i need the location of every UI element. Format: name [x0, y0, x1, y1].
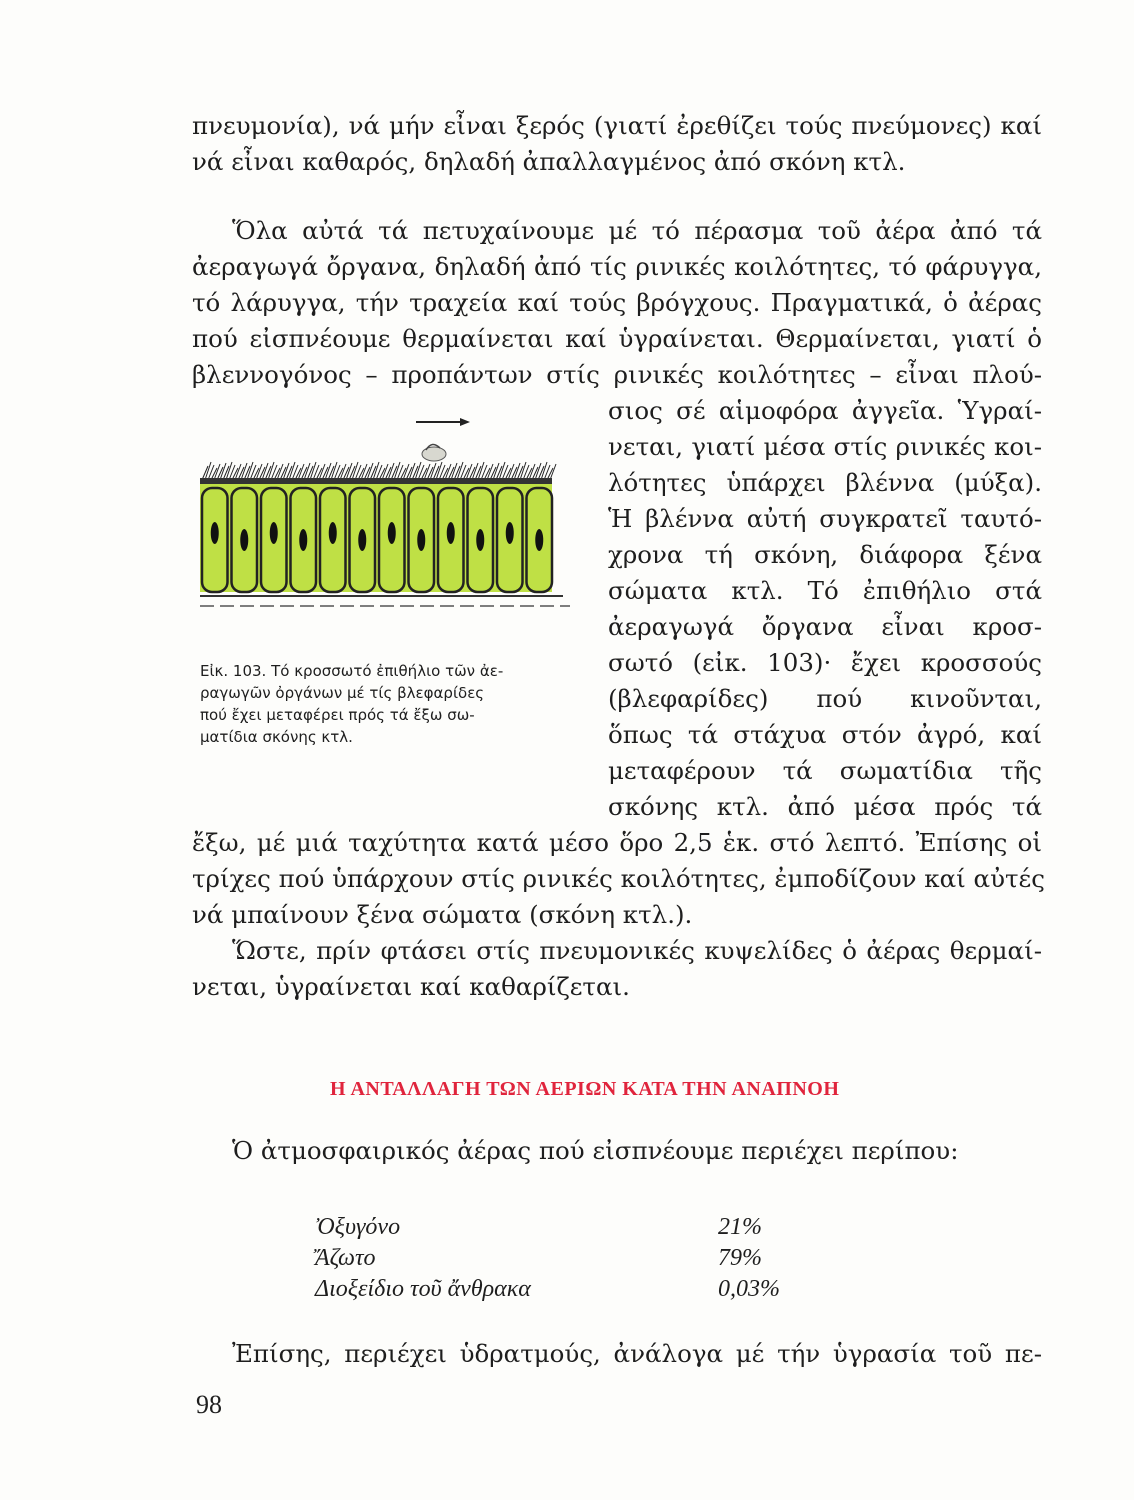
cell-nucleus — [535, 529, 543, 551]
cell-nucleus — [358, 529, 366, 551]
page-number: 98 — [196, 1390, 222, 1419]
gas-percentage: 21% — [718, 1214, 762, 1240]
ciliated-epithelium-illustration — [198, 410, 570, 625]
text-line: χρονα τή σκόνη, διάφορα ξένα — [608, 540, 1042, 569]
cell-nucleus — [447, 522, 455, 544]
cell-nucleus — [211, 522, 219, 544]
text-line: νεται, ὑγραίνεται καί καθαρίζεται. — [192, 972, 630, 1001]
caption-line: ματίδια σκόνης κτλ. — [200, 728, 353, 746]
cell-nucleus — [476, 529, 484, 551]
gas-name: Διοξείδιο τοῦ ἄνθρακα — [315, 1276, 531, 1302]
cell-nucleus — [329, 522, 337, 544]
dust-particle — [422, 447, 446, 461]
cell-nucleus — [299, 529, 307, 551]
text-line: ὅπως τά στάχυα στόν ἀγρό, καί — [608, 720, 1042, 749]
text-line: μεταφέρουν τά σωματίδια τῆς — [608, 756, 1042, 785]
text-line: λότητες ὑπάρχει βλέννα (μύξα). — [608, 468, 1042, 497]
text-line: πού εἰσπνέουμε θερμαίνεται καί ὑγραίνεται. Θερμαίνεται, γιατί ὁ — [192, 324, 1042, 353]
gas-name: Ὀξυγόνο — [315, 1214, 401, 1240]
cell-nucleus — [270, 522, 278, 544]
gas-name: Ἄζωτο — [315, 1245, 376, 1271]
gas-percentage: 0,03% — [718, 1276, 780, 1302]
text-line: Ὅλα αὐτά τά πετυχαίνουμε μέ τό πέρασμα τοῦ ἀέρα ἀπό τά — [232, 216, 1042, 245]
caption-line: Εἰκ. 103. Τό κροσσωτό ἐπιθήλιο τῶν ἀε- — [200, 662, 504, 680]
gas-percentage: 79% — [718, 1245, 762, 1271]
epithelium-figure — [198, 410, 570, 625]
text-line: σωτό (εἰκ. 103)· ἔχει κροσσούς — [608, 648, 1042, 677]
text-line: (βλεφαρίδες) πού κινοῦνται, — [608, 684, 1042, 713]
cell-nucleus — [240, 529, 248, 551]
text-line: ἀεραγωγά ὄργανα, δηλαδή ἀπό τίς ρινικές κοιλότητες, τό φάρυγγα, — [192, 252, 1042, 281]
text-line: ἔξω, μέ μιά ταχύτητα κατά μέσο ὅρο 2,5 ἑκ. στό λεπτό. Ἐπίσης οἱ — [192, 828, 1042, 857]
movement-arrow-head — [460, 418, 470, 426]
cell-nucleus — [506, 522, 514, 544]
text-line: Ἡ βλέννα αὐτή συγκρατεῖ ταυτό- — [608, 504, 1042, 533]
text-line: Ἐπίσης, περιέχει ὑδρατμούς, ἀνάλογα μέ τήν ὑγρασία τοῦ πε- — [232, 1339, 1042, 1368]
caption-line: πού ἔχει μεταφέρει πρός τά ἔξω σω- — [200, 706, 475, 724]
cilia-band — [202, 462, 556, 480]
cell-nucleus — [417, 529, 425, 551]
text-line: νά μπαίνουν ξένα σώματα (σκόνη κτλ.). — [192, 900, 693, 929]
text-line: σιος σέ αἱμοφόρα ἀγγεῖα. Ὑγραί- — [608, 396, 1042, 425]
text-line: νεται, γιατί μέσα στίς ρινικές κοι- — [608, 432, 1042, 461]
text-line: τό λάρυγγα, τήν τραχεία καί τούς βρόγχους. Πραγματικά, ὁ ἀέρας — [192, 288, 1042, 317]
text-line: νά εἶναι καθαρός, δηλαδή ἀπαλλαγμένος ἀπό σκόνη κτλ. — [192, 147, 906, 176]
cilia-base — [200, 478, 552, 484]
text-line: τρίχες πού ὑπάρχουν στίς ρινικές κοιλότητες, ἐμποδίζουν καί αὐτές — [192, 864, 1045, 893]
text-line: ἀεραγωγά ὄργανα εἶναι κροσ- — [608, 612, 1042, 641]
cell-nucleus — [388, 522, 396, 544]
text-line: βλεννογόνος – προπάντων στίς ρινικές κοιλότητες – εἶναι πλού- — [192, 360, 1042, 389]
figure-caption — [200, 660, 580, 748]
text-line: σώματα κτλ. Τό ἐπιθήλιο στά — [608, 576, 1042, 605]
text-line: σκόνης κτλ. ἀπό μέσα πρός τά — [608, 792, 1042, 821]
caption-line: ραγωγῶν ὀργάνων μέ τίς βλεφαρίδες — [200, 684, 485, 702]
text-line: πνευμονία), νά μήν εἶναι ξερός (γιατί ἐρεθίζει τούς πνεύμονες) καί — [192, 111, 1042, 140]
section-heading: Η ΑΝΤΑΛΛΑΓΗ ΤΩΝ ΑΕΡΙΩΝ ΚΑΤΑ ΤΗΝ ΑΝΑΠΝΟΗ — [330, 1078, 840, 1100]
text-line: Ὁ ἀτμοσφαιρικός ἀέρας πού εἰσπνέουμε περιέχει περίπου: — [232, 1136, 959, 1165]
text-line: Ὥστε, πρίν φτάσει στίς πνευμονικές κυψελίδες ὁ ἀέρας θερμαί- — [232, 936, 1042, 965]
